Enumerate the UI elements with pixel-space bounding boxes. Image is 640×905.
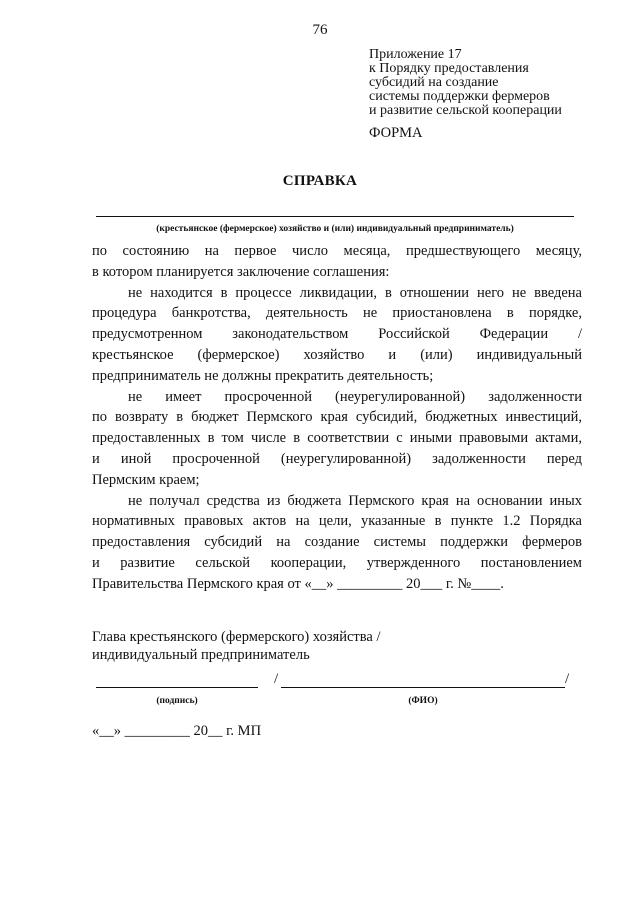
body-line: не имеет просроченной (неурегулированной) задолженности — [128, 388, 582, 405]
body-line: по состоянию на первое число месяца, предшествующего месяцу, — [92, 243, 582, 259]
appendix-line: к Порядку предоставления — [369, 61, 529, 76]
form-label: ФОРМА — [369, 125, 423, 141]
signer-line: индивидуальный предприниматель — [92, 647, 310, 663]
body-line: в котором планируется заключение соглашения: — [92, 263, 390, 280]
body-line: и развитие сельской кооперации, утвержденного постановлением — [92, 554, 582, 571]
page-number: 76 — [312, 22, 328, 38]
body-line: и иной просроченной (неурегулированной) задолженности перед — [92, 450, 582, 467]
fill-in-line-entity — [96, 216, 574, 217]
appendix-block — [369, 48, 562, 118]
body-line: предоставленных в том числе в соответствии с иными правовыми актами, — [92, 430, 582, 447]
signer-line: Глава крестьянского (фермерского) хозяйства / — [92, 629, 381, 645]
separator-slash: / — [274, 671, 279, 687]
body-line: предоставления субсидий на создание системы поддержки фермеров — [92, 534, 582, 551]
fio-line — [281, 687, 565, 688]
body-line: предусмотренном законодательством Российской Федерации / — [92, 326, 582, 343]
signature-line — [96, 687, 258, 688]
body-line: по возврату в бюджет Пермского края субсидий, бюджетных инвестиций, — [92, 409, 582, 426]
document-title: СПРАВКА — [282, 173, 358, 189]
signer-title — [92, 628, 381, 664]
fio-caption: (ФИО) — [408, 696, 438, 706]
appendix-line: и развитие сельской кооперации — [369, 103, 562, 118]
signature-caption: (подпись) — [156, 696, 198, 706]
certificate-body — [92, 241, 582, 595]
entity-field-caption: (крестьянское (фермерское) хозяйство и (или) индивидуальный предприниматель) — [156, 224, 514, 234]
body-line: не находится в процессе ликвидации, в отношении него не введена — [128, 284, 582, 301]
separator-slash: / — [565, 671, 570, 687]
appendix-line: Приложение 17 — [369, 47, 462, 62]
body-line: процедура банкротства, деятельность не приостановлена в порядке, — [92, 305, 582, 322]
body-line: крестьянское (фермерское) хозяйство и (или) индивидуальный — [92, 346, 582, 363]
appendix-line: субсидий на создание — [369, 75, 499, 90]
body-line: Правительства Пермского края от «__» _________ 20___ г. №____. — [92, 575, 504, 592]
body-line: предприниматель не должны прекратить деятельность; — [92, 367, 434, 384]
date-stamp-line: «__» _________ 20__ г. МП — [92, 723, 262, 739]
body-line: не получал средства из бюджета Пермского края на основании иных — [128, 492, 582, 509]
body-line: нормативных правовых актов на цели, указанные в пункте 1.2 Порядка — [92, 513, 582, 530]
body-line: Пермским краем; — [92, 471, 200, 488]
appendix-line: системы поддержки фермеров — [369, 89, 550, 104]
